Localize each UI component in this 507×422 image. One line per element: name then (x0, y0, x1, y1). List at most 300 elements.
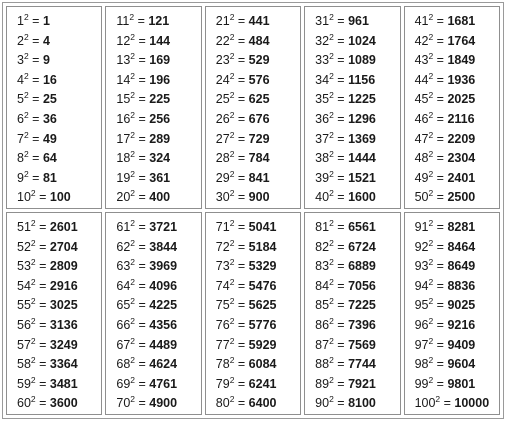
square-value: 9409 (447, 337, 476, 352)
square-value: 4900 (149, 396, 178, 411)
equals-sign: = (433, 317, 448, 332)
square-entry (116, 296, 200, 316)
square-entry (315, 316, 399, 336)
square-value: 7921 (348, 376, 376, 391)
square-exponent: 2 (329, 237, 334, 248)
square-entry (315, 238, 399, 258)
square-exponent: 2 (30, 237, 36, 248)
square-exponent: 2 (428, 335, 434, 346)
equals-sign: = (433, 278, 448, 293)
equals-sign: = (440, 396, 455, 411)
square-base: 38 (315, 151, 330, 166)
square-base: 73 (215, 259, 230, 274)
square-exponent: 2 (329, 374, 334, 385)
square-entry (216, 238, 300, 258)
square-value: 2916 (49, 278, 78, 293)
square-value: 3481 (49, 376, 78, 391)
square-value: 5776 (248, 317, 277, 332)
square-value: 484 (248, 33, 270, 48)
square-entry (415, 188, 499, 208)
square-base: 51 (17, 220, 31, 234)
square-value: 3600 (49, 396, 78, 411)
square-exponent: 2 (229, 149, 235, 160)
equals-sign: = (433, 111, 448, 126)
square-entry (216, 71, 300, 91)
equals-sign: = (35, 357, 50, 372)
square-exponent: 2 (229, 237, 235, 248)
square-entry (17, 90, 101, 110)
square-entry (216, 277, 300, 297)
square-entry (315, 188, 399, 208)
squares-cell (105, 6, 201, 209)
square-value: 16 (42, 72, 57, 87)
equals-sign: = (234, 298, 249, 313)
square-entry (17, 355, 101, 375)
square-value: 4096 (149, 278, 178, 293)
square-value: 1681 (447, 14, 476, 28)
square-value: 1444 (348, 151, 376, 166)
square-value: 6889 (348, 259, 376, 274)
square-entry (116, 277, 200, 297)
square-value: 25 (42, 92, 57, 107)
equals-sign: = (234, 151, 249, 166)
square-entry (315, 394, 399, 414)
square-base: 21 (215, 14, 230, 28)
square-value: 1600 (348, 190, 376, 205)
equals-sign: = (135, 317, 150, 332)
square-entry (315, 12, 399, 32)
square-value: 3969 (149, 259, 178, 274)
square-base: 53 (17, 259, 31, 274)
square-base: 34 (315, 72, 330, 87)
square-entry (216, 130, 300, 150)
square-value: 1521 (348, 170, 376, 185)
square-value: 3136 (49, 317, 78, 332)
square-exponent: 2 (329, 70, 334, 81)
square-exponent: 2 (130, 109, 136, 120)
square-value: 841 (248, 170, 270, 185)
square-value: 324 (149, 151, 171, 166)
equals-sign: = (234, 111, 249, 126)
square-value: 729 (248, 131, 270, 146)
square-entry (216, 375, 300, 395)
square-exponent: 2 (229, 188, 235, 199)
equals-sign: = (135, 170, 150, 185)
equals-sign: = (333, 151, 349, 166)
square-exponent: 2 (329, 109, 334, 120)
square-base: 96 (414, 317, 429, 332)
square-entry (315, 218, 399, 238)
square-exponent: 2 (130, 31, 136, 42)
equals-sign: = (234, 14, 249, 28)
square-base: 29 (215, 170, 230, 185)
square-base: 55 (17, 298, 31, 313)
square-value: 4489 (149, 337, 178, 352)
equals-sign: = (333, 396, 349, 411)
square-exponent: 2 (23, 149, 29, 160)
square-exponent: 2 (229, 355, 235, 366)
square-base: 95 (414, 298, 429, 313)
square-base: 63 (116, 259, 131, 274)
square-value: 121 (148, 14, 170, 28)
square-base: 93 (414, 259, 429, 274)
equals-sign: = (333, 92, 349, 107)
square-entry (315, 130, 399, 150)
square-value: 784 (248, 151, 270, 166)
square-value: 2304 (447, 151, 476, 166)
square-base: 11 (116, 14, 130, 28)
square-entry (216, 90, 300, 110)
square-entry (17, 238, 101, 258)
square-entry (315, 51, 399, 71)
square-entry (216, 110, 300, 130)
square-exponent: 2 (130, 218, 136, 228)
square-base: 88 (315, 357, 330, 372)
square-base: 32 (315, 33, 330, 48)
square-value: 8649 (447, 259, 476, 274)
square-exponent: 2 (428, 51, 434, 62)
square-base: 74 (215, 278, 230, 293)
square-exponent: 2 (30, 374, 36, 385)
square-entry (315, 32, 399, 52)
square-entry (17, 32, 101, 52)
equals-sign: = (28, 14, 43, 28)
square-base: 3 (17, 53, 24, 68)
equals-sign: = (433, 298, 448, 313)
square-exponent: 2 (329, 394, 334, 405)
square-base: 90 (315, 396, 330, 411)
equals-sign: = (35, 190, 50, 205)
square-exponent: 2 (229, 374, 235, 385)
equals-sign: = (333, 317, 349, 332)
square-entry (415, 257, 499, 277)
square-base: 39 (315, 170, 330, 185)
equals-sign: = (28, 111, 43, 126)
square-base: 36 (315, 111, 330, 126)
square-entry (415, 169, 499, 189)
square-value: 8836 (447, 278, 476, 293)
square-entry (415, 336, 499, 356)
squares-cell (404, 212, 500, 415)
square-base: 72 (215, 239, 230, 254)
square-base: 47 (414, 131, 429, 146)
square-exponent: 2 (229, 218, 235, 228)
equals-sign: = (135, 259, 150, 274)
square-exponent: 2 (30, 315, 36, 326)
equals-sign: = (433, 239, 448, 254)
square-value: 5329 (248, 259, 277, 274)
equals-sign: = (28, 33, 43, 48)
square-base: 57 (17, 337, 31, 352)
equals-sign: = (433, 190, 448, 205)
equals-sign: = (135, 298, 150, 313)
square-base: 59 (17, 376, 31, 391)
square-exponent: 2 (329, 257, 334, 268)
equals-sign: = (433, 14, 448, 28)
square-value: 2500 (447, 190, 476, 205)
square-entry (315, 149, 399, 169)
square-value: 9801 (447, 376, 476, 391)
square-value: 7744 (348, 357, 376, 372)
square-base: 45 (414, 92, 429, 107)
square-exponent: 2 (130, 335, 136, 346)
square-value: 169 (149, 53, 171, 68)
square-entry (116, 12, 200, 32)
square-base: 14 (116, 72, 131, 87)
square-base: 54 (17, 278, 31, 293)
square-exponent: 2 (130, 394, 136, 405)
equals-sign: = (135, 357, 150, 372)
square-base: 81 (315, 220, 330, 234)
square-entry (315, 277, 399, 297)
square-base: 6 (17, 111, 24, 126)
square-value: 100 (49, 190, 71, 205)
square-base: 50 (414, 190, 429, 205)
equals-sign: = (134, 14, 149, 28)
squares-block-row (6, 212, 500, 415)
squares-cell (304, 6, 400, 209)
square-entry (216, 12, 300, 32)
square-base: 33 (315, 53, 330, 68)
square-base: 100 (414, 396, 436, 411)
equals-sign: = (135, 111, 150, 126)
square-base: 18 (116, 151, 131, 166)
square-value: 7056 (348, 278, 376, 293)
square-entry (17, 130, 101, 150)
square-base: 12 (116, 33, 131, 48)
square-base: 13 (116, 53, 131, 68)
square-exponent: 2 (428, 218, 434, 228)
square-entry (116, 110, 200, 130)
square-base: 68 (116, 357, 131, 372)
equals-sign: = (333, 376, 349, 391)
square-entry (216, 188, 300, 208)
square-entry (116, 257, 200, 277)
square-exponent: 2 (23, 109, 29, 120)
square-entry (415, 238, 499, 258)
square-value: 2704 (49, 239, 78, 254)
equals-sign: = (135, 239, 150, 254)
square-value: 2116 (447, 111, 475, 126)
square-entry (415, 277, 499, 297)
square-value: 1296 (348, 111, 376, 126)
square-entry (17, 394, 101, 414)
square-value: 8464 (447, 239, 476, 254)
equals-sign: = (333, 170, 349, 185)
square-exponent: 2 (130, 315, 136, 326)
square-exponent: 2 (229, 296, 235, 307)
equals-sign: = (333, 278, 349, 293)
square-entry (116, 188, 200, 208)
square-base: 4 (17, 72, 24, 87)
square-exponent: 2 (428, 12, 434, 22)
square-base: 71 (215, 220, 230, 234)
equals-sign: = (234, 190, 249, 205)
square-exponent: 2 (329, 276, 334, 287)
square-exponent: 2 (229, 168, 235, 179)
square-base: 22 (215, 33, 230, 48)
equals-sign: = (433, 259, 448, 274)
square-base: 7 (17, 131, 24, 146)
square-value: 1369 (348, 131, 376, 146)
equals-sign: = (333, 259, 349, 274)
square-entry (17, 110, 101, 130)
square-base: 60 (17, 396, 31, 411)
square-value: 8281 (447, 220, 476, 234)
square-value: 1 (42, 14, 50, 28)
square-base: 30 (215, 190, 230, 205)
square-base: 24 (215, 72, 230, 87)
square-value: 1089 (348, 53, 376, 68)
equals-sign: = (234, 33, 249, 48)
square-value: 7569 (348, 337, 376, 352)
equals-sign: = (433, 72, 448, 87)
equals-sign: = (433, 220, 448, 234)
squares-cell (205, 6, 301, 209)
square-base: 66 (116, 317, 131, 332)
square-entry (415, 12, 499, 32)
square-exponent: 2 (428, 237, 434, 248)
square-entry (17, 316, 101, 336)
equals-sign: = (333, 33, 349, 48)
square-value: 441 (248, 14, 270, 28)
square-value: 361 (149, 170, 171, 185)
equals-sign: = (28, 72, 43, 87)
square-exponent: 2 (23, 51, 29, 62)
square-base: 92 (414, 239, 429, 254)
square-base: 41 (414, 14, 429, 28)
square-exponent: 2 (435, 394, 441, 405)
square-value: 5184 (248, 239, 277, 254)
square-value: 49 (42, 131, 57, 146)
equals-sign: = (433, 33, 448, 48)
equals-sign: = (433, 92, 448, 107)
square-base: 28 (215, 151, 230, 166)
equals-sign: = (135, 278, 150, 293)
square-entry (17, 71, 101, 91)
equals-sign: = (35, 396, 50, 411)
square-value: 9025 (447, 298, 476, 313)
square-exponent: 2 (130, 237, 136, 248)
square-entry (116, 336, 200, 356)
square-exponent: 2 (428, 90, 434, 101)
square-base: 80 (215, 396, 230, 411)
equals-sign: = (234, 376, 249, 391)
square-value: 6400 (248, 396, 277, 411)
equals-sign: = (234, 396, 249, 411)
square-base: 16 (116, 111, 131, 126)
square-exponent: 2 (30, 355, 36, 366)
equals-sign: = (333, 14, 349, 28)
square-value: 9604 (447, 357, 476, 372)
square-entry (216, 394, 300, 414)
square-exponent: 2 (428, 31, 434, 42)
square-value: 1936 (447, 72, 476, 87)
equals-sign: = (333, 298, 349, 313)
square-entry (216, 51, 300, 71)
square-exponent: 2 (130, 374, 136, 385)
square-entry (17, 336, 101, 356)
square-exponent: 2 (329, 31, 334, 42)
equals-sign: = (333, 239, 349, 254)
square-base: 20 (116, 190, 131, 205)
square-value: 625 (248, 92, 270, 107)
square-entry (17, 169, 101, 189)
square-exponent: 2 (130, 90, 136, 101)
square-base: 42 (414, 33, 429, 48)
square-entry (116, 316, 200, 336)
square-base: 98 (414, 357, 429, 372)
equals-sign: = (28, 170, 43, 185)
equals-sign: = (433, 170, 448, 185)
square-value: 7396 (348, 317, 376, 332)
square-base: 52 (17, 239, 31, 254)
equals-sign: = (234, 170, 249, 185)
square-exponent: 2 (329, 90, 334, 101)
square-entry (116, 130, 200, 150)
square-exponent: 2 (428, 276, 434, 287)
square-entry (216, 355, 300, 375)
square-value: 2401 (447, 170, 476, 185)
equals-sign: = (433, 376, 448, 391)
square-entry (17, 296, 101, 316)
square-base: 77 (215, 337, 230, 352)
square-entry (216, 257, 300, 277)
square-entry (315, 296, 399, 316)
equals-sign: = (135, 376, 150, 391)
equals-sign: = (333, 72, 349, 87)
square-exponent: 2 (428, 109, 434, 120)
square-value: 576 (248, 72, 270, 87)
square-exponent: 2 (229, 394, 235, 405)
square-exponent: 2 (30, 257, 36, 268)
equals-sign: = (333, 220, 349, 234)
square-value: 961 (348, 14, 369, 28)
square-entry (216, 336, 300, 356)
square-base: 44 (414, 72, 429, 87)
square-value: 4761 (149, 376, 178, 391)
square-exponent: 2 (130, 296, 136, 307)
square-base: 5 (17, 92, 24, 107)
equals-sign: = (234, 259, 249, 274)
squares-cell (404, 6, 500, 209)
square-entry (415, 218, 499, 238)
square-entry (17, 218, 101, 238)
square-exponent: 2 (30, 335, 36, 346)
square-base: 1 (17, 14, 24, 28)
square-base: 83 (315, 259, 330, 274)
square-exponent: 2 (30, 394, 36, 405)
equals-sign: = (333, 131, 349, 146)
square-exponent: 2 (23, 70, 29, 81)
square-entry (415, 51, 499, 71)
square-value: 400 (149, 190, 171, 205)
square-base: 49 (414, 170, 429, 185)
square-entry (116, 32, 200, 52)
square-exponent: 2 (23, 168, 29, 179)
square-base: 40 (315, 190, 330, 205)
square-exponent: 2 (229, 109, 235, 120)
square-entry (415, 355, 499, 375)
square-value: 6084 (248, 357, 277, 372)
square-entry (216, 149, 300, 169)
square-exponent: 2 (30, 188, 36, 199)
square-entry (116, 71, 200, 91)
square-entry (315, 110, 399, 130)
square-entry (415, 149, 499, 169)
square-value: 5476 (248, 278, 277, 293)
equals-sign: = (35, 259, 50, 274)
